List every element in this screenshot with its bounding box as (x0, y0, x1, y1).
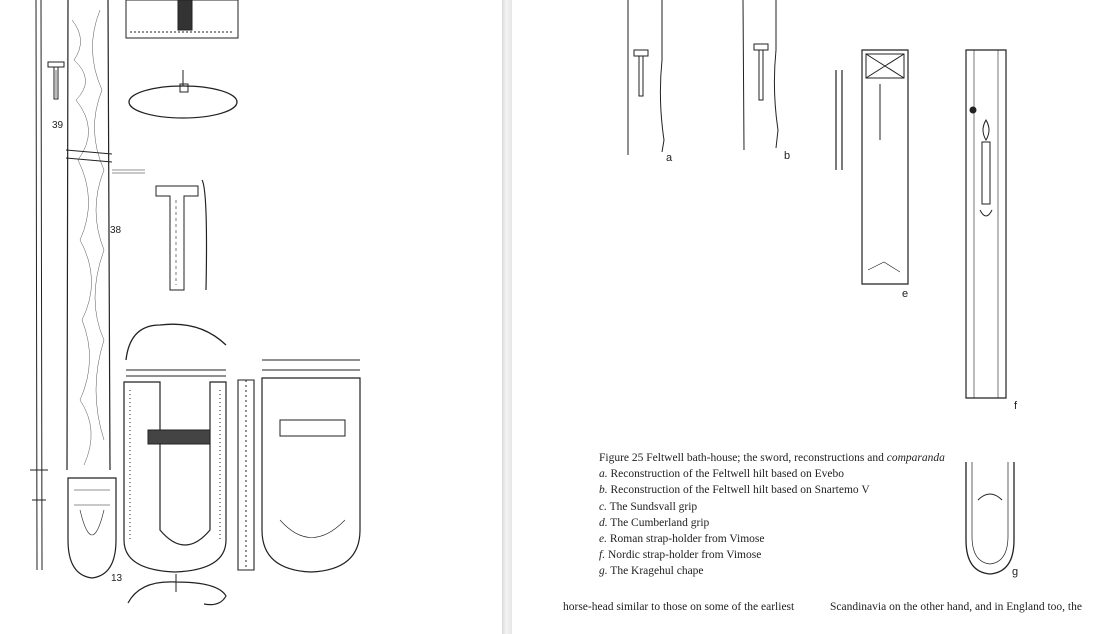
item-number-13: 13 (111, 573, 123, 584)
body-text-left-column: horse-head similar to those on some of the earliest (563, 601, 795, 613)
bent-wire-drawing (128, 574, 226, 605)
item-number-39: 39 (52, 120, 64, 131)
caption-item-e: e. Roman strap-holder from Vimose (599, 533, 765, 546)
chape-side-drawing (238, 380, 254, 570)
figure-letter-f: f (1014, 400, 1018, 412)
figure-letter-g: g (1012, 566, 1019, 578)
chape-back-drawing (262, 360, 360, 572)
strap-holder-drawing (156, 180, 207, 290)
caption-item-f: f. Nordic strap-holder from Vimose (599, 549, 762, 562)
caption-item-c: c. The Sundsvall grip (599, 500, 698, 513)
item-number-38: 38 (110, 225, 122, 236)
figure-b-drawing (743, 0, 778, 150)
top-fitting-drawing (126, 0, 238, 38)
body-text-right-column: Scandinavia on the other hand, and in England too, the (830, 601, 1082, 613)
sword-blade-drawing (66, 0, 145, 470)
figure-letter-b: b (784, 150, 791, 162)
figure-caption (599, 450, 945, 580)
caption-item-a: a. Reconstruction of the Feltwell hilt based on Evebo (599, 468, 844, 481)
scabbard-edge-strip (30, 0, 48, 570)
left-page (0, 0, 502, 634)
oval-ring-drawing (129, 70, 237, 118)
figure-f-drawing (966, 50, 1006, 398)
caption-title-line (599, 450, 945, 466)
rivet-drawing-39 (48, 62, 64, 99)
figure-letter-a: a (666, 152, 673, 164)
chape-front-drawing (124, 382, 226, 572)
curved-bar-drawing (126, 324, 226, 376)
caption-item-d: d. The Cumberland grip (599, 516, 710, 529)
left-page-illustrations (0, 0, 502, 634)
caption-item-g: g. The Kragehul chape (599, 565, 704, 578)
figure-g-drawing (966, 462, 1014, 574)
caption-item-b: b. Reconstruction of the Feltwell hilt based on Snartemo V (599, 484, 870, 497)
caption-title-italic: comparanda (886, 452, 945, 464)
scabbard-chape-drawing (68, 478, 116, 578)
book-gutter (502, 0, 512, 634)
figure-letter-e: e (902, 288, 909, 300)
caption-title: Figure 25 Feltwell bath-house; the sword, reconstructions and (599, 452, 884, 464)
figure-a-drawing (628, 0, 664, 155)
figure-e-drawing (836, 50, 908, 284)
